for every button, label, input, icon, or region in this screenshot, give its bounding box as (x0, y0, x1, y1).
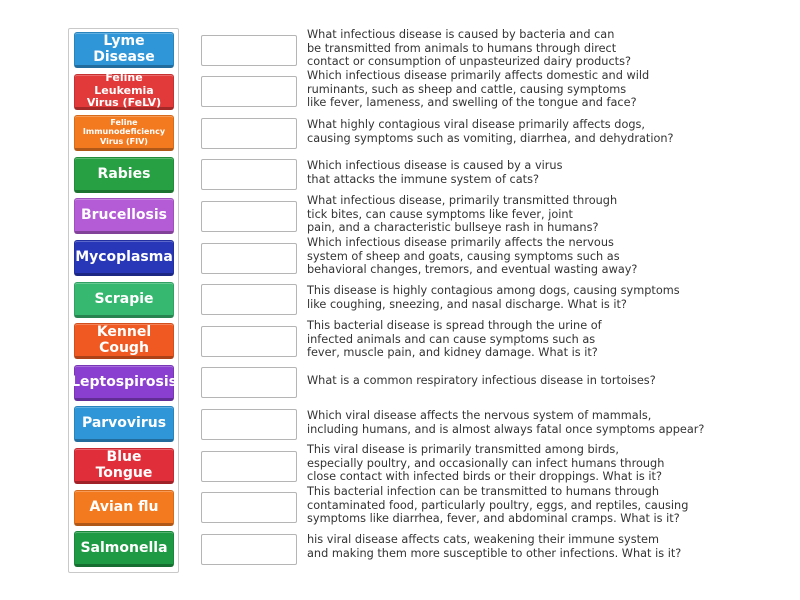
drop-zone-4[interactable] (201, 159, 297, 190)
drop-zone-2[interactable] (201, 76, 297, 107)
question-text-10: Which viral disease affects the nervous system of mammals, including humans, and is almost always fatal once symptoms appear? (307, 409, 705, 436)
question-text-8: This bacterial disease is spread through the urine of infected animals and can cause symptoms such as fever, muscle pain, and kidney damage. What is it? (307, 319, 602, 360)
answer-tile-blue-tongue[interactable]: Blue Tongue (74, 448, 174, 484)
answer-tile-fiv[interactable]: Feline Immunodeficiency Virus (FIV) (74, 115, 174, 151)
answer-tile-leptospirosis[interactable]: Leptospirosis (74, 365, 174, 401)
drop-zone-7[interactable] (201, 284, 297, 315)
question-text-11: This viral disease is primarily transmitted among birds, especially poultry, and occasionally can infect humans through close contact with infected birds or their droppings. What is it? (307, 443, 665, 484)
question-text-13: his viral disease affects cats, weakening their immune system and making them more susceptible to other infections. What is it? (307, 533, 682, 560)
answer-tile-felv[interactable]: Feline Leukemia Virus (FeLV) (74, 74, 174, 110)
answer-tile-rabies[interactable]: Rabies (74, 157, 174, 193)
question-text-4: Which infectious disease is caused by a virus that attacks the immune system of cats? (307, 159, 563, 186)
drop-zone-1[interactable] (201, 35, 297, 66)
drop-zone-6[interactable] (201, 243, 297, 274)
answer-tile-salmonella[interactable]: Salmonella (74, 531, 174, 567)
question-text-1: What infectious disease is caused by bacteria and can be transmitted from animals to humans through direct contact or consumption of unpasteurized dairy products? (307, 28, 631, 69)
drop-zone-5[interactable] (201, 201, 297, 232)
drop-zone-9[interactable] (201, 367, 297, 398)
question-text-3: What highly contagious viral disease primarily affects dogs, causing symptoms such as vomiting, diarrhea, and dehydration? (307, 118, 674, 145)
drop-zone-10[interactable] (201, 409, 297, 440)
drop-zone-12[interactable] (201, 492, 297, 523)
answer-tile-scrapie[interactable]: Scrapie (74, 282, 174, 318)
drop-zone-3[interactable] (201, 118, 297, 149)
answer-tile-avian-flu[interactable]: Avian flu (74, 490, 174, 526)
drop-zone-13[interactable] (201, 534, 297, 565)
question-text-6: Which infectious disease primarily affects the nervous system of sheep and goats, causing symptoms such as behavioral changes, tremors, and eventual wasting away? (307, 236, 638, 277)
question-text-9: What is a common respiratory infectious disease in tortoises? (307, 374, 656, 387)
question-text-5: What infectious disease, primarily transmitted through tick bites, can cause symptoms like fever, joint pain, and a characteristic bullseye rash in humans? (307, 194, 618, 235)
question-text-12: This bacterial infection can be transmitted to humans through contaminated food, particularly poultry, eggs, and reptiles, causing symptoms like diarrhea, fever, and abdominal cramps. What is it? (307, 485, 689, 526)
drop-zone-11[interactable] (201, 451, 297, 482)
question-text-2: Which infectious disease primarily affects domestic and wild ruminants, such as sheep and cattle, causing symptoms like fever, lameness, and swelling of the tongue and face? (307, 69, 650, 110)
answer-tile-lyme-disease[interactable]: Lyme Disease (74, 32, 174, 68)
drop-zone-8[interactable] (201, 326, 297, 357)
answer-tile-mycoplasma[interactable]: Mycoplasma (74, 240, 174, 276)
answer-tile-kennel-cough[interactable]: Kennel Cough (74, 323, 174, 359)
answer-tile-parvovirus[interactable]: Parvovirus (74, 406, 174, 442)
question-text-7: This disease is highly contagious among dogs, causing symptoms like coughing, sneezing, and nasal discharge. What is it? (307, 284, 680, 311)
answer-tile-brucellosis[interactable]: Brucellosis (74, 198, 174, 234)
